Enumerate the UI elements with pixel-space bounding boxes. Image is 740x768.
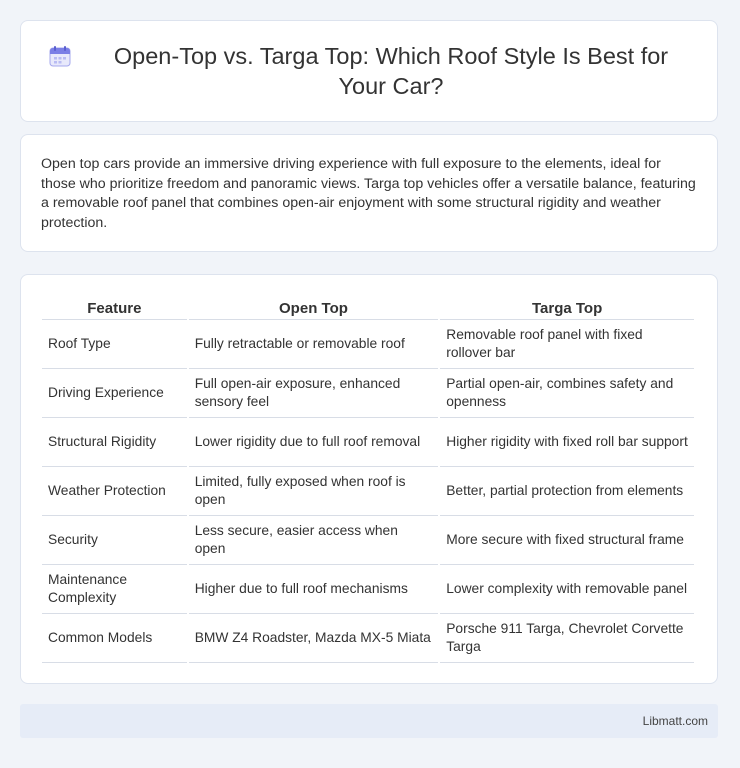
open-top-cell: Less secure, easier access when open [189,516,439,565]
header-targa-top: Targa Top [440,295,694,320]
table-row [42,614,694,663]
table-row [42,369,694,418]
targa-top-cell: Partial open-air, combines safety and openness [440,369,694,418]
open-top-cell: Higher due to full roof mechanisms [189,565,439,614]
header-open-top: Open Top [189,295,439,320]
targa-top-cell: Better, partial protection from elements [440,467,694,516]
targa-top-cell: Porsche 911 Targa, Chevrolet Corvette Targa [440,614,694,663]
table-row [42,320,694,369]
intro-card [20,134,718,252]
open-top-cell: BMW Z4 Roadster, Mazda MX-5 Miata [189,614,439,663]
feature-cell: Maintenance Complexity [42,565,187,614]
title-wrap [49,41,689,101]
feature-cell: Roof Type [42,320,187,369]
header-feature: Feature [42,295,187,320]
table-row [42,418,694,467]
intro-paragraph: Open top cars provide an immersive driving experience with full exposure to the elements, ideal for those who prioritize freedom and panoramic views. Targa top vehicles offer a versatile balance, featuring a removable roof panel that combines open-air enjoyment with some structural rigidity and weather protection. [41,156,696,231]
title-card [20,20,718,122]
table-row [42,516,694,565]
footer-brand[interactable]: Libmatt.com [642,714,708,728]
comparison-card [20,274,718,684]
calendar-icon [49,45,71,67]
feature-cell: Common Models [42,614,187,663]
open-top-cell: Fully retractable or removable roof [189,320,439,369]
table-row [42,565,694,614]
targa-top-cell: More secure with fixed structural frame [440,516,694,565]
open-top-cell: Limited, fully exposed when roof is open [189,467,439,516]
feature-cell: Structural Rigidity [42,418,187,467]
targa-top-cell: Removable roof panel with fixed rollover bar [440,320,694,369]
page-title: Open-Top vs. Targa Top: Which Roof Style Is Best for Your Car? [113,43,669,99]
feature-cell: Weather Protection [42,467,187,516]
targa-top-cell: Higher rigidity with fixed roll bar support [440,418,694,467]
feature-cell: Security [42,516,187,565]
feature-cell: Driving Experience [42,369,187,418]
open-top-cell: Lower rigidity due to full roof removal [189,418,439,467]
open-top-cell: Full open-air exposure, enhanced sensory feel [189,369,439,418]
footer [20,704,718,738]
targa-top-cell: Lower complexity with removable panel [440,565,694,614]
table-row [42,467,694,516]
table-header-row [42,295,694,320]
comparison-table [40,295,696,663]
